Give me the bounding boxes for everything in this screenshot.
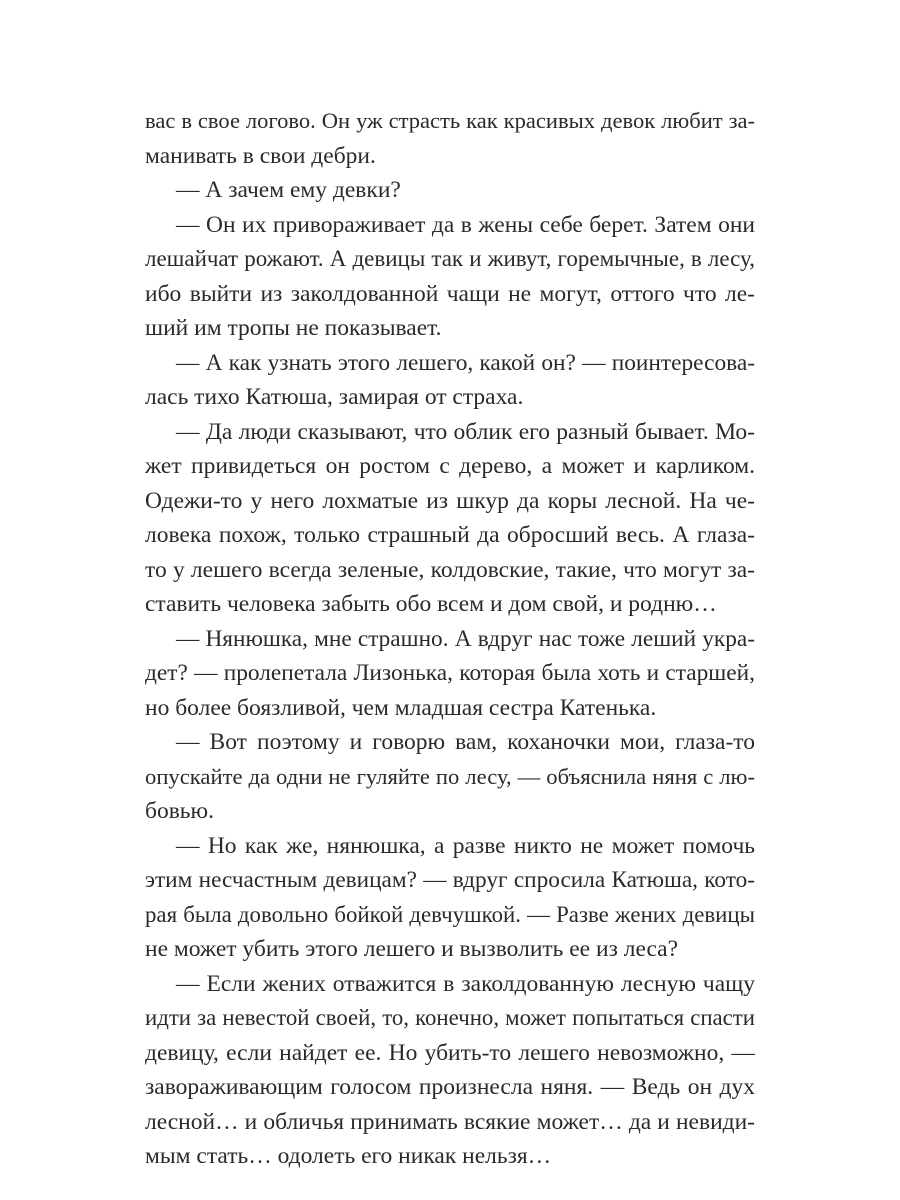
text-line: бовью. <box>145 798 214 824</box>
text-line: лесной… и обличья принимать всякие может… да и невиди- <box>145 1108 755 1135</box>
text-line: ловека похож, только страшный да обросший весь. А глаза- <box>145 522 755 548</box>
page-body-text <box>145 104 755 1174</box>
text-line: — А зачем ему девки? <box>176 177 401 203</box>
text-line: — А как узнать этого лешего, какой он? — поинтересова- <box>176 349 755 376</box>
text-line: лешайчат рожают. А девицы так и живут, горемычные, в лесу, <box>145 246 755 271</box>
text-line: дет? — пролепетала Лизонька, которая была хоть и старшей, <box>145 660 755 686</box>
text-line: — Он их привораживает да в жены себе берет. Затем они <box>176 211 755 238</box>
text-line: — Нянюшка, мне страшно. А вдруг нас тоже леший укра- <box>176 625 755 652</box>
text-line: идти за невестой своей, то, конечно, может попытаться спасти <box>145 1005 755 1030</box>
text-line: рая была довольно бойкой девчушкой. — Разве жених девицы <box>145 901 755 927</box>
text-line: ший им тропы не показывает. <box>145 315 442 341</box>
text-line: жет привидеться он ростом с дерево, а может и карликом. <box>145 453 755 479</box>
text-line: то у лешего всегда зеленые, колдовские, такие, что могут за- <box>145 556 755 583</box>
text-line: лась тихо Катюша, замирая от страха. <box>145 384 524 410</box>
text-line: опускайте да одни не гуляйте по лесу, — объяснила няня с лю- <box>145 763 755 789</box>
text-line: девицу, если найдет ее. Но убить-то лешего невозможно, — <box>145 1039 755 1066</box>
text-line: Одежи-то у него лохматые из шкур да коры лесной. На че- <box>145 487 755 514</box>
text-line: — Но как же, нянюшка, а разве никто не может помочь <box>176 832 755 859</box>
text-line: манивать в свои дебри. <box>145 142 376 169</box>
text-line: не может убить этого лешего и вызволить ее из леса? <box>145 936 679 962</box>
text-line: вас в свое логово. Он уж страсть как красивых девок любит за- <box>145 108 755 133</box>
text-line: но более боязливой, чем младшая сестра Катенька. <box>145 694 657 721</box>
text-line: — Если жених отважится в заколдованную лесную чащу <box>176 970 755 997</box>
text-line: — Да люди сказывают, что облик его разный бывает. Мо- <box>176 418 755 445</box>
text-line: ставить человека забыть обо всем и дом свой, и родню… <box>145 591 717 617</box>
text-line: мым стать… одолеть его никак нельзя… <box>145 1143 552 1169</box>
text-line: — Вот поэтому и говорю вам, коханочки мои, глаза-то <box>176 729 755 755</box>
text-line: этим несчастным девицам? — вдруг спросила Катюша, кото- <box>145 867 755 893</box>
text-line: завораживающим голосом произнесла няня. — Ведь он дух <box>145 1074 755 1100</box>
text-line: ибо выйти из заколдованной чащи не могут, оттого что ле- <box>145 280 755 307</box>
